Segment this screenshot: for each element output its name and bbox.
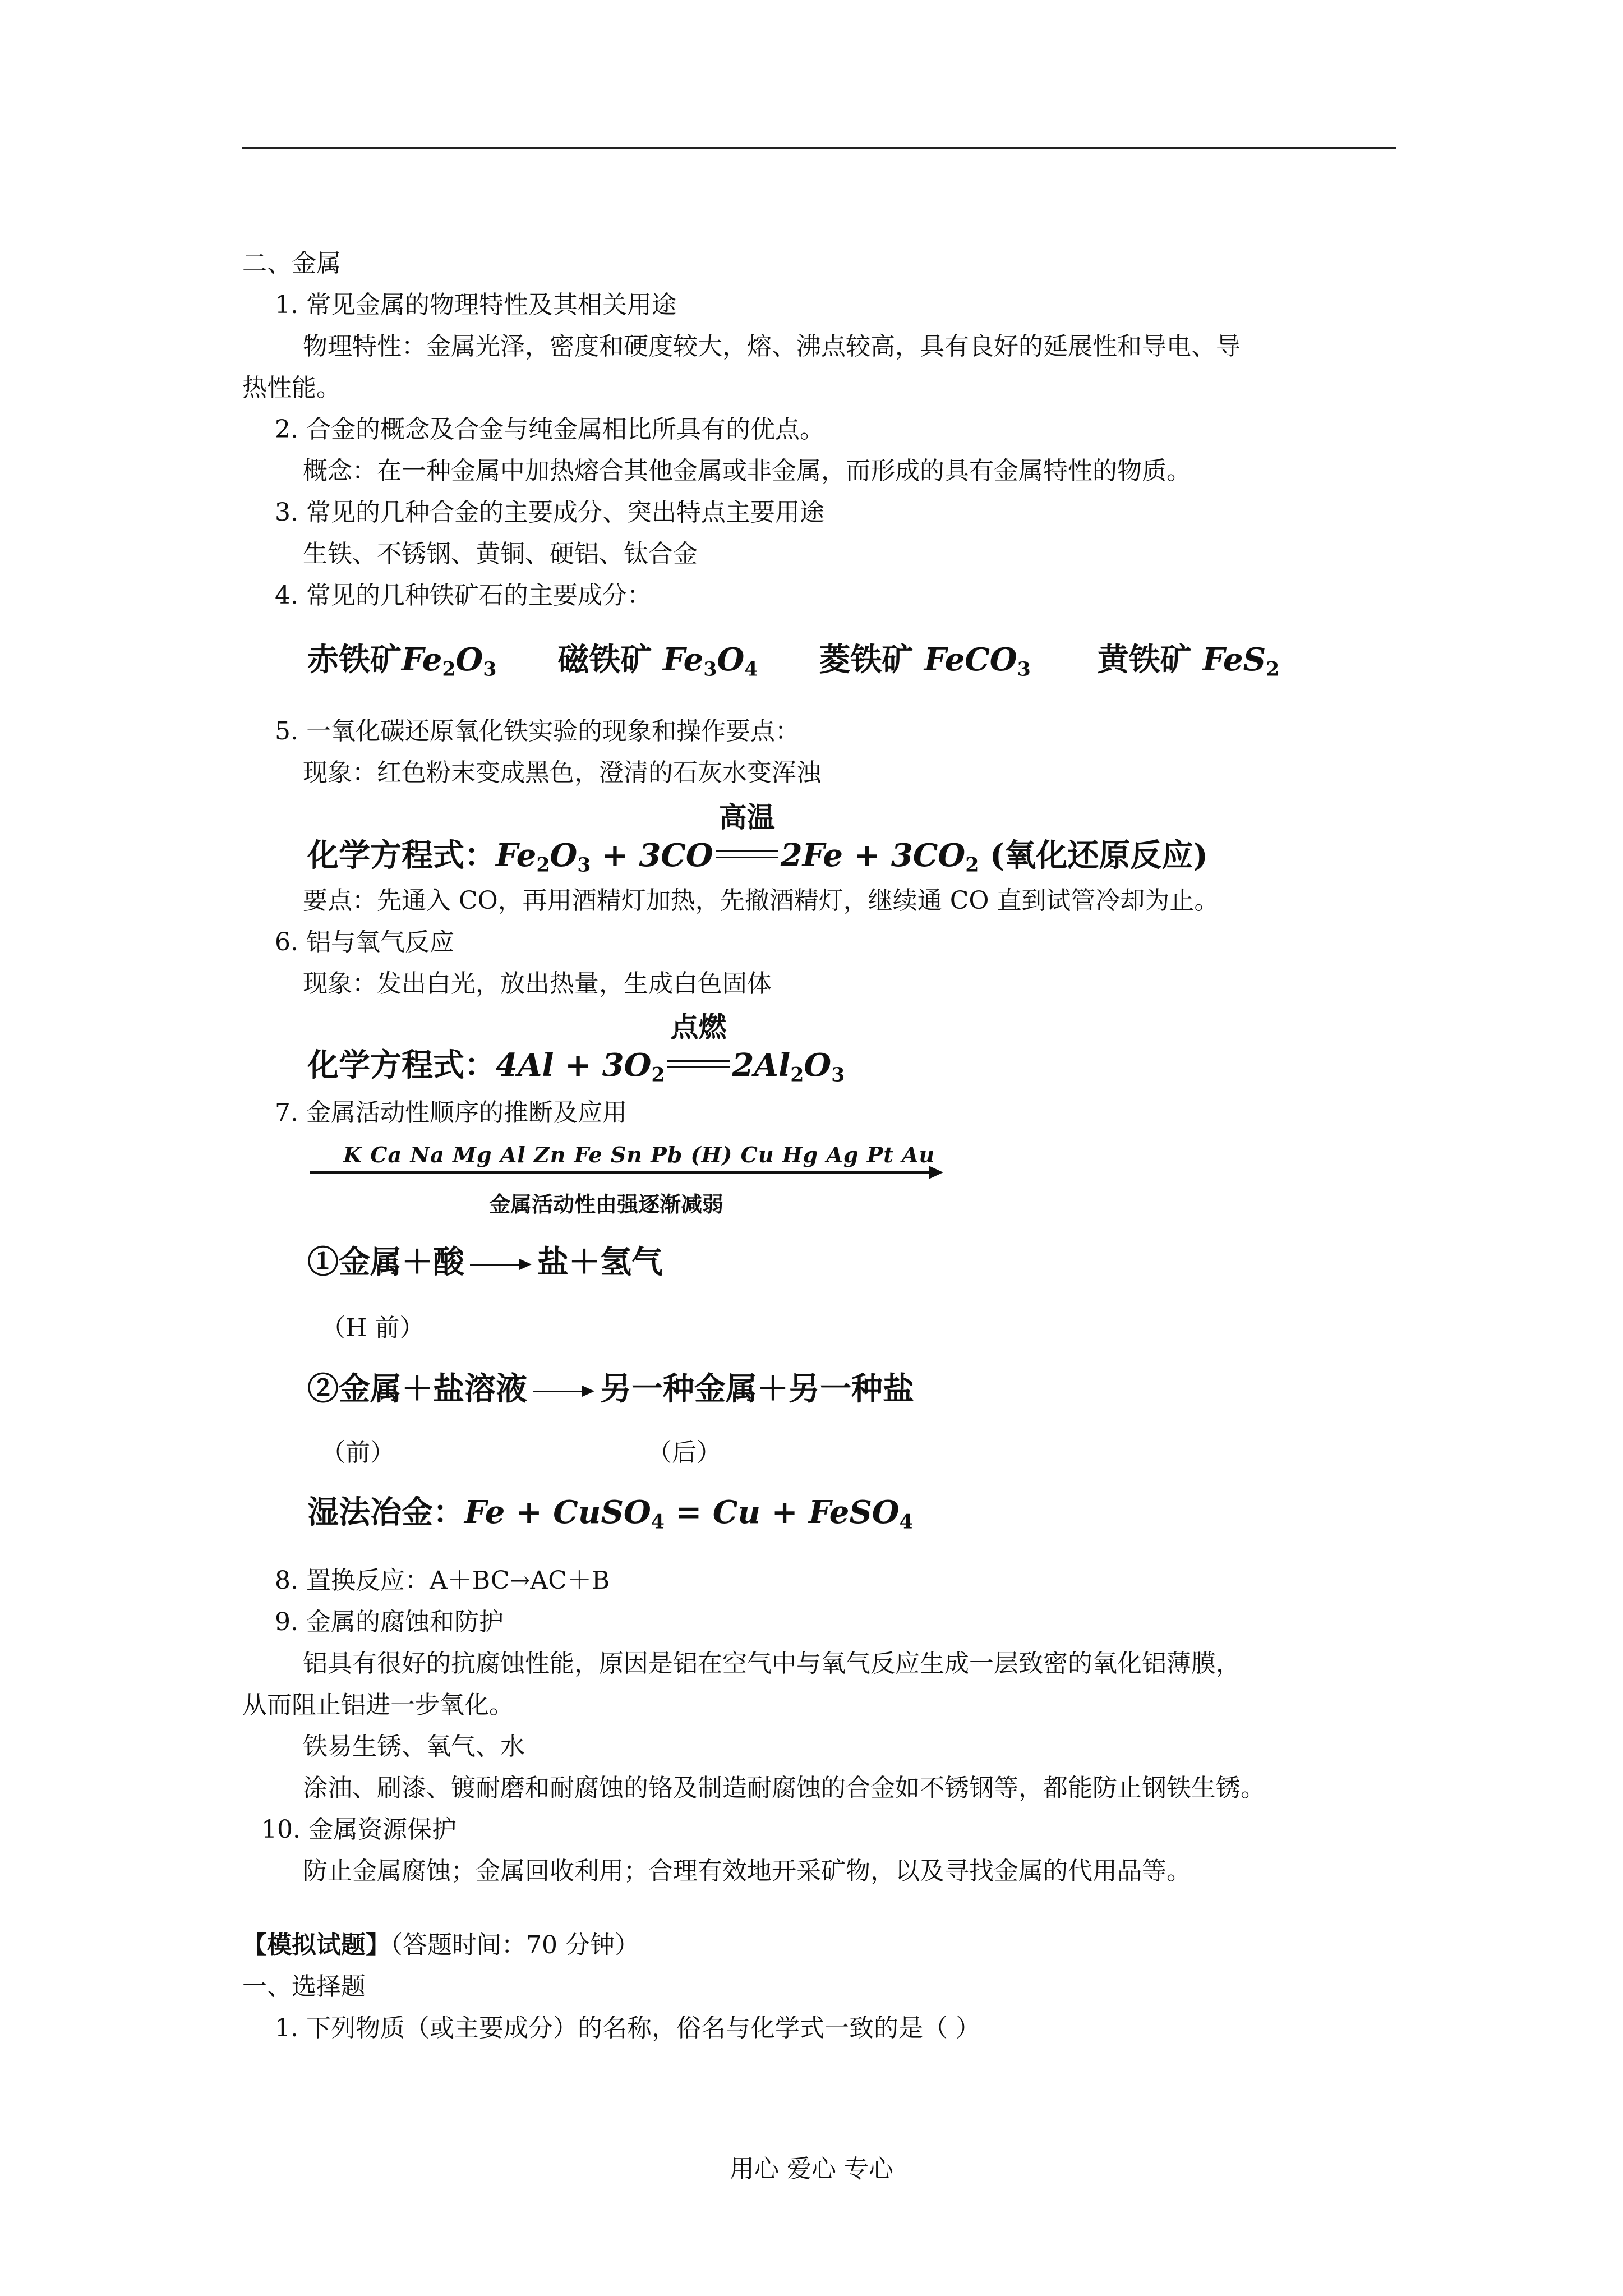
question-1: 1. 下列物质（或主要成分）的名称，俗名与化学式一致的是（ ）	[275, 2014, 980, 2042]
ore-siderite: 菱铁矿 FeCO$_3$	[819, 641, 1031, 681]
item-10-body: 防止金属腐蚀；金属回收利用；合理有效地开采矿物，以及寻找金属的代用品等。	[303, 1857, 1191, 1885]
item-4-heading: 4. 常见的几种铁矿石的主要成分：	[275, 581, 652, 610]
item-8-heading: 8. 置换反应：A＋BC→AC＋B	[275, 1566, 610, 1595]
equation-co-reduction: 化学方程式：$Fe_2O_3 + 3CO$ 高温 $2Fe + 3CO_2$ (氧化还原反应)	[307, 800, 1208, 877]
multiple-choice-section-title: 一、选择题	[242, 1972, 366, 2001]
item-9-body-line-3: 铁易生锈、氧气、水	[303, 1732, 525, 1761]
item-5-phenomenon: 现象：红色粉末变成黑色，澄清的石灰水变浑浊	[303, 758, 821, 787]
rule-metal-salt: ②金属＋盐溶液 另一种金属＋另一种盐	[307, 1370, 914, 1407]
ore-list	[307, 641, 1280, 681]
item-5-key-points: 要点：先通入 CO，再用酒精灯加热，先撤酒精灯，继续通 CO 直到试管冷却为止。	[303, 886, 1219, 915]
page-footer: 用心 爱心 专心	[730, 2155, 893, 2183]
item-9-body-line-1: 铝具有很好的抗腐蚀性能，原因是铝在空气中与氧气反应生成一层致密的氧化铝薄膜，	[303, 1649, 1241, 1678]
activity-series-metals: K Ca Na Mg Al Zn Fe Sn Pb (H) Cu Hg Ag Pt Au	[343, 1142, 935, 1167]
section-title: 二、金属	[242, 249, 341, 278]
item-1-body-line-2: 热性能。	[242, 374, 341, 402]
header-rule	[242, 147, 1396, 149]
rule-metal-acid: ①金属＋酸 盐＋氢气	[307, 1244, 663, 1281]
simulation-test-title: 【模拟试题】	[242, 1931, 390, 1959]
item-7-heading: 7. 金属活动性顺序的推断及应用	[275, 1098, 627, 1127]
rule-2-note-front: （前）	[321, 1438, 395, 1467]
item-9-body-line-4: 涂油、刷漆、镀耐磨和耐腐蚀的铬及制造耐腐蚀的合金如不锈钢等，都能防止钢铁生锈。	[303, 1774, 1265, 1802]
item-6-heading: 6. 铝与氧气反应	[275, 928, 454, 956]
simulation-test-heading	[242, 1933, 639, 1958]
condition-high-temp: 高温	[713, 835, 781, 866]
item-10-heading: 10. 金属资源保护	[261, 1815, 457, 1844]
ore-hematite: 赤铁矿$Fe_2O_3$	[307, 641, 497, 681]
ore-pyrite: 黄铁矿 FeS$_2$	[1097, 641, 1280, 681]
item-1-heading: 1. 常见金属的物理特性及其相关用途	[275, 291, 676, 319]
item-5-heading: 5. 一氧化碳还原氧化铁实验的现象和操作要点：	[275, 717, 800, 746]
item-3-heading: 3. 常见的几种合金的主要成分、突出特点主要用途	[275, 498, 824, 527]
equation-wet-metallurgy: 湿法冶金：Fe + CuSO$_4$ = Cu + FeSO$_4$	[307, 1494, 913, 1534]
activity-series-arrow	[310, 1171, 932, 1174]
item-9-body-line-2: 从而阻止铝进一步氧化。	[242, 1691, 514, 1719]
condition-ignite: 点燃	[665, 1045, 732, 1076]
reaction-arrow-icon	[470, 1259, 532, 1270]
item-1-body-line-1: 物理特性：金属光泽，密度和硬度较大，熔、沸点较高，具有良好的延展性和导电、导	[303, 332, 1241, 361]
item-9-heading: 9. 金属的腐蚀和防护	[275, 1608, 504, 1636]
item-3-body: 生铁、不锈钢、黄铜、硬铝、钛合金	[303, 540, 698, 568]
equation-aluminium-oxygen: 化学方程式：$4Al + 3O_2$ 点燃 $2Al_2O_3$	[307, 1010, 845, 1087]
reaction-arrow-icon	[533, 1386, 594, 1397]
rule-2-note-back: （后）	[647, 1438, 721, 1467]
simulation-test-time: （答题时间：70 分钟）	[390, 1931, 639, 1959]
rule-1-note: （H 前）	[321, 1314, 425, 1342]
item-6-phenomenon: 现象：发出白光，放出热量，生成白色固体	[303, 969, 772, 998]
item-2-body: 概念：在一种金属中加热熔合其他金属或非金属，而形成的具有金属特性的物质。	[303, 457, 1191, 485]
ore-magnetite: 磁铁矿 $Fe_3O_4$	[557, 641, 758, 681]
activity-series-caption: 金属活动性由强逐渐减弱	[489, 1191, 724, 1217]
arrow-head-icon	[929, 1166, 943, 1179]
item-2-heading: 2. 合金的概念及合金与纯金属相比所具有的优点。	[275, 415, 824, 444]
